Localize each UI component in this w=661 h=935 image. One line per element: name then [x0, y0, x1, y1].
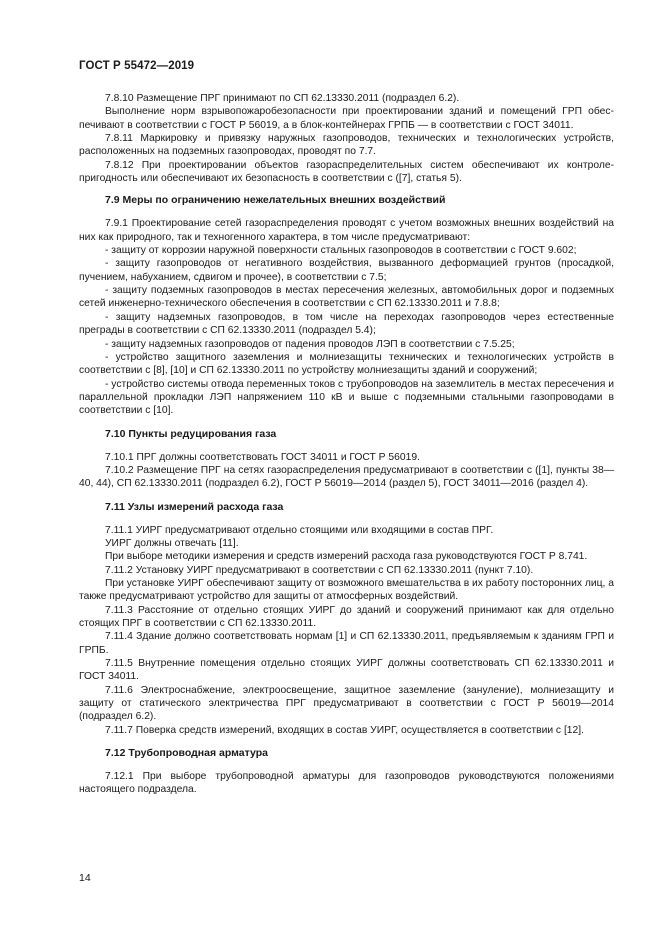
list-item: - защиту газопроводов от негативного воздействия, вызванного деформацией грунтов (просадкой, пучением, набуханием, сдвигом и прочее), в соответствии с 7.5; — [79, 258, 614, 283]
paragraph-7-8-10: 7.8.10 Размещение ПРГ принимают по СП 62.13330.2011 (подраздел 6.2). — [105, 93, 460, 104]
paragraph-7-11-1-b: УИРГ должны отвечать [11]. — [105, 537, 239, 549]
paragraph-7-10-1: 7.10.1 ПРГ должны соответствовать ГОСТ 34011 и ГОСТ Р 56019. — [105, 451, 420, 463]
list-item: - защиту подземных газопроводов в местах пересечения железных, автомобильных дорог и подземных сетей инженерно-технического обеспечения в соответствии с СП 62.13330.2011 и 7.8.8; — [79, 285, 614, 310]
paragraph-7-11-1: 7.11.1 УИРГ предусматривают отдельно стоящими или входящими в состав ПРГ. — [105, 524, 494, 536]
list-item: - защиту от коррозии наружной поверхности стальных газопроводов в соответствии с ГОСТ 9.602; — [105, 245, 577, 257]
paragraph-7-8-11: 7.8.11 Маркировку и привязку наружных газопроводов, технических и технологических устройств, расположенных на подземных газопроводах, проводят по 7.7. — [79, 133, 614, 158]
document-header: ГОСТ Р 55472—2019 — [79, 60, 195, 72]
paragraph-7-11-4: 7.11.4 Здание должно соответствовать нормам [1] и СП 62.13330.2011, предъявляемым к зданиям ГРП и ГРПБ. — [79, 631, 614, 656]
paragraph-7-11-5: 7.11.5 Внутренние помещения отдельно стоящих УИРГ должны соответствовать СП 62.13330.2011 и ГОСТ 34011. — [79, 658, 614, 683]
paragraph-7-11-3: 7.11.3 Расстояние от отдельно стоящих УИРГ до зданий и сооружений принимают как для отдельно стоящих ПРГ в соответствии с СП 62.13330.2011. — [79, 604, 614, 629]
document-body — [79, 92, 614, 797]
paragraph-7-11-2-b: При установке УИРГ обеспечивают защиту от возможного вмешательства в их работу посторонних лиц, а также предусматривают устройство для защиты от атмосферных воздействий. — [79, 577, 614, 603]
paragraph-7-8-10-continued: Выполнение норм взрывопожаробезопасности при проектировании зданий и помещений ГРП обеспечивают в соответствии с ГОСТ Р 56019, а в блок-контейнерах ГРПБ — в соответствии с ГОСТ 34011. — [79, 106, 614, 131]
heading-7-9: 7.9 Меры по ограничению нежелательных внешних воздействий — [105, 194, 446, 207]
heading-7-11: 7.11 Узлы измерений расхода газа — [105, 500, 284, 513]
paragraph-7-11-2: 7.11.2 Установку УИРГ предусматривают в соответствии с СП 62.13330.2011 (пункт 7.10). — [105, 564, 534, 576]
paragraph-7-12-1: 7.12.1 При выборе трубопроводной арматуры для газопроводов руководствуются положениями настоящего подраздела. — [79, 771, 614, 796]
list-item: - устройство системы отвода переменных токов с трубопроводов на заземлитель в местах пересечения и параллельной прокладки ЛЭП напряжением 110 кВ и выше с подземными стальными газопроводами в соответствии с [10]. — [79, 378, 614, 417]
paragraph-7-11-6: 7.11.6 Электроснабжение, электроосвещение, защитное заземление (зануление), молниезащиту и защиту от статического электричества ПРГ предусматривают в соответствии с ГОСТ Р 56019—2014 (подраздел 6.2). — [79, 684, 614, 723]
paragraph-7-11-1-c: При выборе методики измерения и средств измерений расхода газа руководствуются ГОСТ Р 8.741. — [105, 551, 588, 563]
list-item: - устройство защитного заземления и молниезащиты технических и технологических устройств в соответствии с [8], [10] и СП 62.13330.2011 по устройству молниезащиты зданий и сооружений; — [79, 351, 614, 377]
paragraph-7-9-1: 7.9.1 Проектирование сетей газораспределения проводят с учетом возможных внешних воздействий на них как природного, так и техногенного характера, в том числе предусматривают: — [79, 218, 614, 243]
list-item: - защиту надземных газопроводов, в том числе на переходах газопроводов через естественные преграды в соответствии с СП 62.13330.2011 (подраздел 5.4); — [79, 311, 614, 337]
paragraph-7-8-12: 7.8.12 При проектировании объектов газораспределительных систем обеспечивают их контролепригодность или обеспечивают их безопасность в соответствии с ([7], статья 5). — [79, 159, 614, 185]
heading-7-12: 7.12 Трубопроводная арматура — [105, 747, 268, 760]
list-item: - защиту надземных газопроводов от падения проводов ЛЭП в соответствии с 7.5.25; — [105, 338, 515, 350]
paragraph-7-10-2: 7.10.2 Размещение ПРГ на сетях газораспределения предусматривают в соответствии с ([1], пункты 38—40, 44), СП 62.13330.2011 (подраздел 6.2), ГОСТ Р 56019—2014 (раздел 5), ГОСТ 34011—2016 (раздел 4). — [79, 464, 614, 490]
heading-7-10: 7.10 Пункты редуцирования газа — [105, 427, 277, 440]
paragraph-7-11-7: 7.11.7 Поверка средств измерений, входящих в состав УИРГ, осуществляется в соответствии с [12]. — [105, 724, 584, 736]
page-number: 14 — [79, 872, 91, 884]
